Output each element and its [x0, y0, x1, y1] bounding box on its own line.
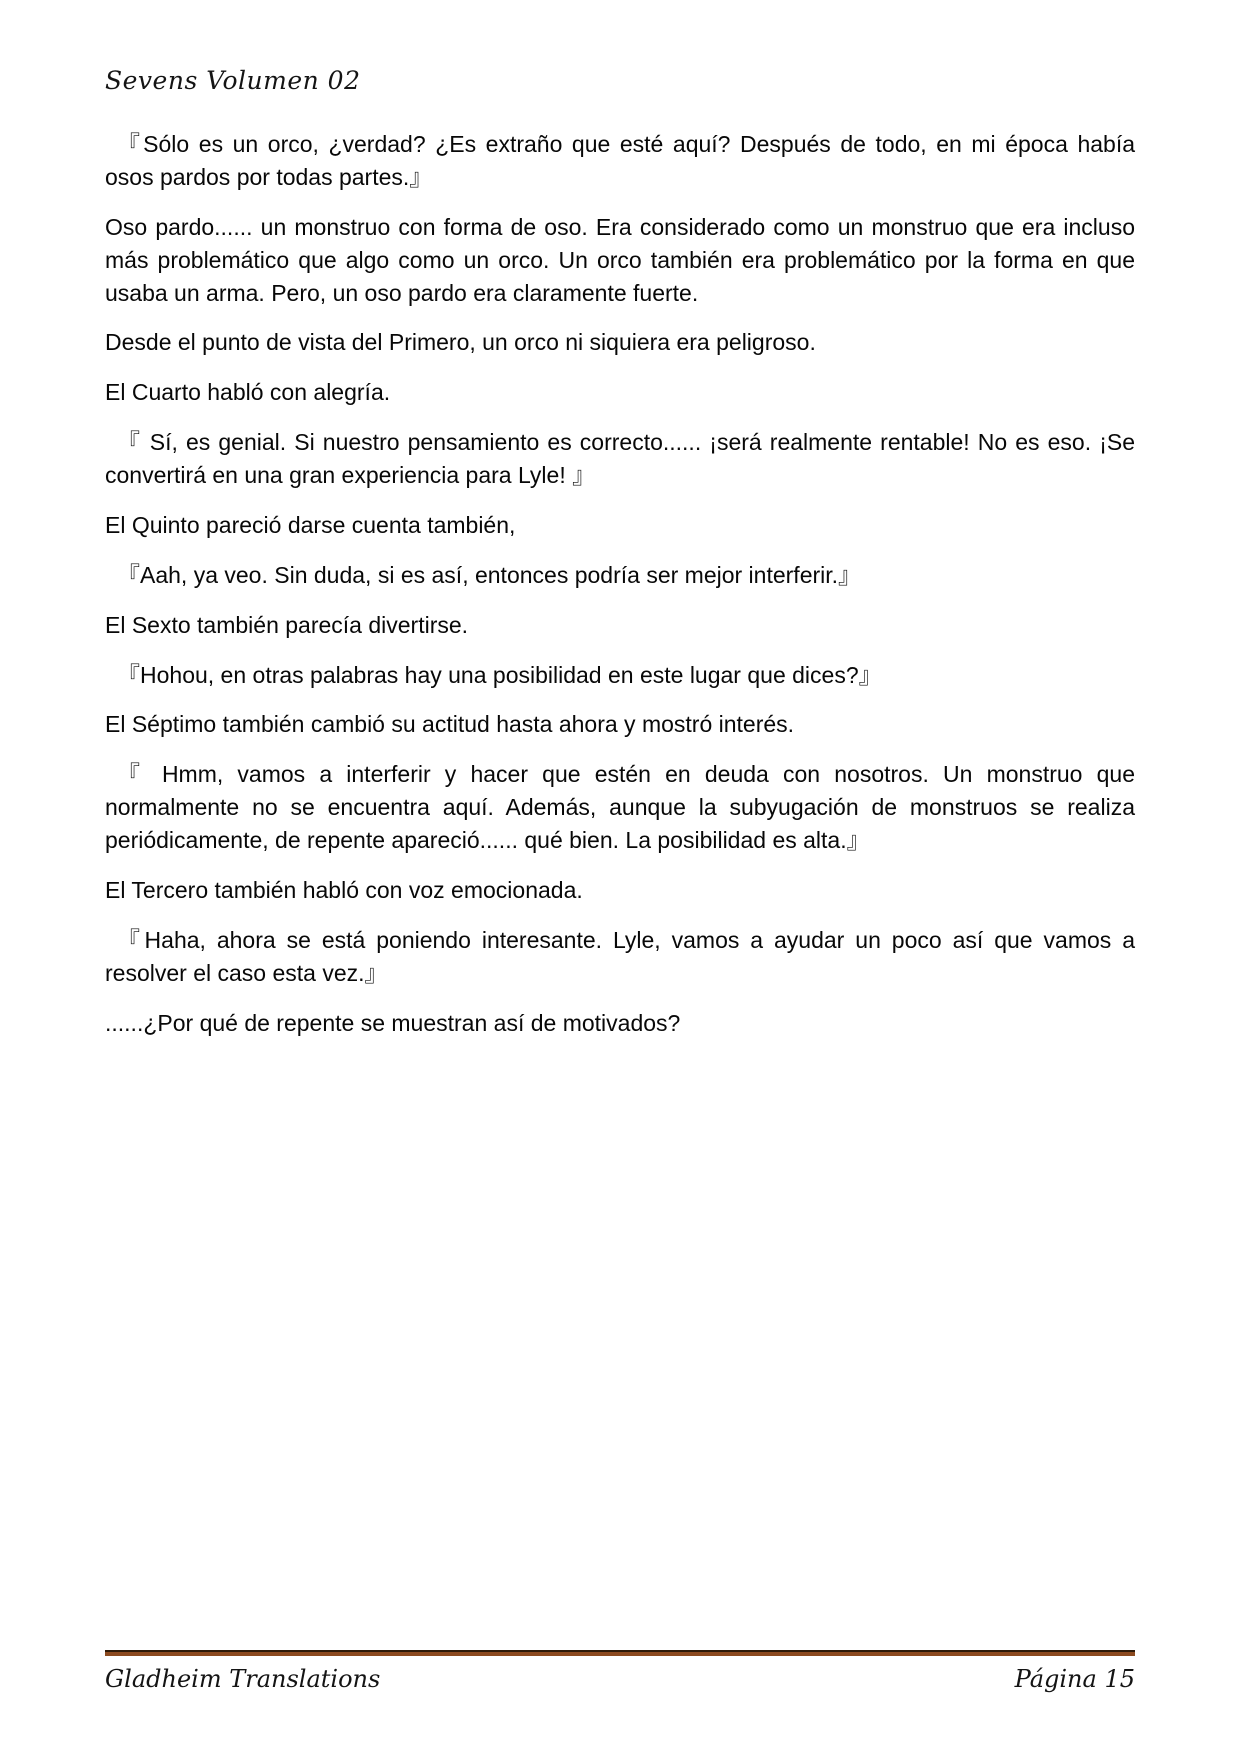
page-header — [105, 66, 1135, 95]
paragraph: 『Aah, ya veo. Sin duda, si es así, entonces podría ser mejor interferir.』 — [117, 561, 862, 588]
header-title: Sevens Volumen 02 — [105, 66, 361, 95]
paragraph: 『Hohou, en otras palabras hay una posibilidad en este lugar que dices?』 — [117, 661, 882, 688]
paragraph: Desde el punto de vista del Primero, un orco ni siquiera era peligroso. — [105, 329, 816, 356]
paragraph: El Tercero también habló con voz emocionada. — [105, 876, 583, 903]
footer-divider — [105, 1650, 1135, 1656]
page-content — [105, 128, 1135, 1056]
paragraph: 『 Sí, es genial. Si nuestro pensamiento es correcto...... ¡será realmente rentable! No es eso. ¡Se convertirá en una gran experiencia para Lyle! 』 — [105, 429, 1135, 488]
footer-page-number: Página 15 — [1014, 1665, 1135, 1693]
page-footer — [105, 1650, 1135, 1693]
paragraph: El Sexto también parecía divertirse. — [105, 611, 469, 638]
paragraph: Oso pardo...... un monstruo con forma de oso. Era considerado como un monstruo que era incluso más problemático que algo como un orco. Un orco también era problemático por la forma en que usaba un arma. Pero, un oso pardo era claramente fuerte. — [105, 213, 1135, 306]
paragraph: 『 Hmm, vamos a interferir y hacer que estén en deuda con nosotros. Un monstruo que normalmente no se encuentra aquí. Además, aunque la subyugación de monstruos se realiza periódicamente, de repente apareció...... qué bien. La posibilidad es alta.』 — [105, 761, 1135, 853]
footer-translator-credit: Gladheim Translations — [105, 1665, 381, 1693]
paragraph: 『Sólo es un orco, ¿verdad? ¿Es extraño que esté aquí? Después de todo, en mi época había osos pardos por todas partes.』 — [105, 131, 1135, 190]
paragraph: El Cuarto habló con alegría. — [105, 379, 391, 406]
paragraph: El Séptimo también cambió su actitud hasta ahora y mostró interés. — [105, 711, 795, 738]
paragraph: ......¿Por qué de repente se muestran así de motivados? — [105, 1009, 681, 1036]
footer-row — [105, 1665, 1135, 1693]
paragraph: 『Haha, ahora se está poniendo interesante. Lyle, vamos a ayudar un poco así que vamos a resolver el caso esta vez.』 — [105, 926, 1135, 986]
paragraph: El Quinto pareció darse cuenta también, — [105, 511, 516, 538]
